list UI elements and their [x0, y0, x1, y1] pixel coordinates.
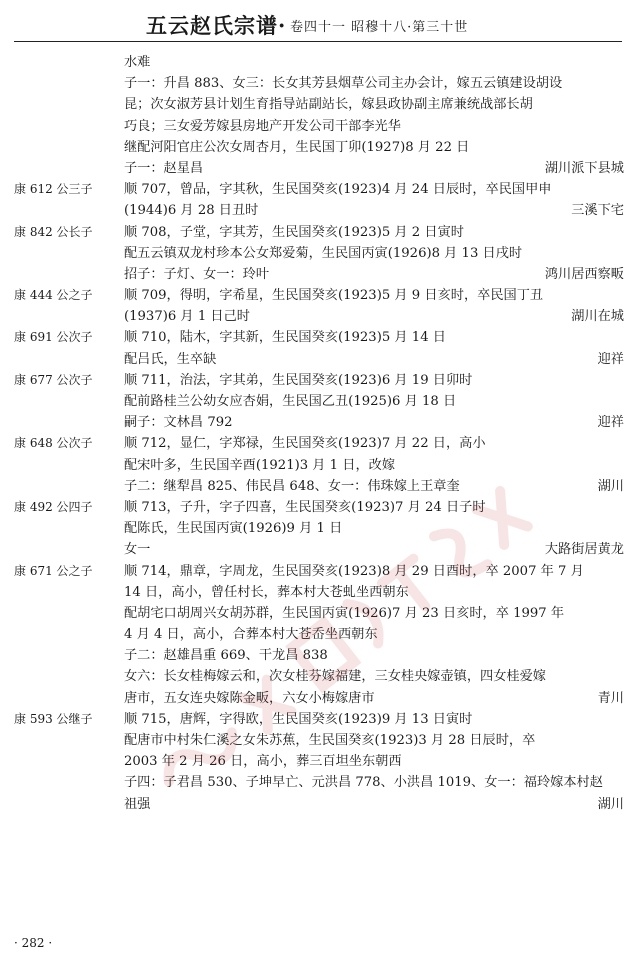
entry-text: 顺 709，得明，字希星，生民国癸亥(1923)5 月 9 日亥时，卒民国丁丑 — [124, 288, 544, 304]
text-line — [14, 433, 624, 454]
entry-text: 配吕氏，生卒缺 — [124, 351, 217, 367]
text-line — [14, 455, 624, 476]
text-line — [14, 730, 624, 751]
entry-text: 14 日，高小，曾任村长，葬本村大苍虬坐西朝东 — [124, 584, 409, 600]
text-line — [14, 518, 624, 539]
text-line — [14, 412, 624, 433]
entry-text: 配胡宅口胡周兴女胡苏群，生民国丙寅(1926)7 月 23 日亥时，卒 1997 年 — [124, 605, 565, 621]
book-title: 五云赵氏宗谱· — [146, 13, 287, 38]
lineage-note: 康 691 公次子 — [14, 330, 93, 345]
entry-text: 昆；次女淑芳县计划生育指导站副站长，嫁县政协副主席兼统战部长胡 — [124, 97, 533, 113]
text-line — [14, 179, 624, 200]
entry-text: 顺 714，鼎章，字周龙，生民国癸亥(1923)8 月 29 日酉时，卒 2007 年 7 月 — [124, 563, 584, 579]
lineage-note: 康 444 公之子 — [14, 288, 93, 303]
entry-text: 顺 711，治法，字其弟，生民国癸亥(1923)6 月 19 日卯时 — [124, 372, 473, 388]
entry-text: 4 月 4 日，高小，合葬本村大苍岙坐西朝东 — [124, 627, 378, 643]
lineage-note: 康 593 公继子 — [14, 711, 93, 726]
text-line — [14, 222, 624, 243]
residence-note: 大路街居黄龙 — [544, 542, 624, 558]
text-line — [14, 476, 624, 497]
residence-note: 湖川 — [597, 796, 624, 812]
entry-text: 子二：继犁昌 825、伟民昌 648、女一：伟珠嫁上王章奎 — [124, 478, 460, 494]
entry-text: 顺 712，显仁，字郑禄，生民国癸亥(1923)7 月 22 日，高小 — [124, 436, 486, 452]
text-line — [14, 137, 624, 158]
text-line — [14, 582, 624, 603]
entry-text: 子二：赵雄昌重 669、干龙昌 838 — [124, 648, 328, 664]
header-rule — [14, 41, 622, 42]
text-line — [14, 666, 624, 687]
entry-text: 配陈氏，生民国丙寅(1926)9 月 1 日 — [124, 521, 343, 537]
residence-note: 迎祥 — [597, 351, 624, 367]
text-line — [14, 200, 624, 221]
text-line — [14, 645, 624, 666]
text-line — [14, 52, 624, 73]
text-line — [14, 264, 624, 285]
text-line — [14, 116, 624, 137]
entry-text: 女一 — [124, 542, 151, 558]
entry-text: 顺 708，子堂，字其芳，生民国癸亥(1923)5 月 2 日寅时 — [124, 224, 464, 240]
entry-text: (1944)6 月 28 日丑时 — [124, 203, 259, 219]
text-line — [14, 539, 624, 560]
lineage-note: 康 677 公次子 — [14, 372, 93, 387]
residence-note: 湖川 — [597, 478, 624, 494]
text-line — [14, 158, 624, 179]
residence-note: 三溪下宅 — [571, 203, 624, 219]
entry-text: 唐市，五女连央嫁陈金畈，六女小梅嫁唐市 — [124, 690, 375, 706]
text-line — [14, 73, 624, 94]
entry-text: 祖强 — [124, 796, 151, 812]
entry-text: 巧良；三女爱芳嫁县房地产开发公司干部李光华 — [124, 118, 401, 134]
residence-note: 青川 — [597, 690, 624, 706]
entry-text: 嗣子：文林昌 792 — [124, 415, 233, 431]
text-line — [14, 391, 624, 412]
text-line — [14, 243, 624, 264]
lineage-note: 康 648 公次子 — [14, 436, 93, 451]
genealogy-body — [14, 52, 624, 815]
lineage-note: 康 842 公长子 — [14, 224, 93, 239]
entry-text: 配五云镇双龙村珍本公女郑爱菊，生民国丙寅(1926)8 月 13 日戌时 — [124, 245, 523, 261]
text-line — [14, 751, 624, 772]
entry-text: 顺 710，陆木，字其新，生民国癸亥(1923)5 月 14 日 — [124, 330, 446, 346]
page-header — [0, 8, 635, 38]
entry-text: 配宋叶多，生民国辛酉(1921)3 月 1 日，改嫁 — [124, 457, 396, 473]
entry-text: 顺 707，曾品，字其秋，生民国癸亥(1923)4 月 24 日辰时，卒民国甲申 — [124, 182, 552, 198]
text-line — [14, 497, 624, 518]
text-line — [14, 794, 624, 815]
entry-text: 水难 — [124, 55, 151, 70]
entry-text: 子一：赵星昌 — [124, 160, 204, 176]
residence-note: 迎祥 — [597, 415, 624, 431]
entry-text: 顺 715，唐辉，字得欧，生民国癸亥(1923)9 月 13 日寅时 — [124, 711, 473, 727]
entry-text: 女六：长女桂梅嫁云和，次女桂芬嫁福建，三女桂央嫁壶镇，四女桂爱嫁 — [124, 669, 546, 685]
text-line — [14, 349, 624, 370]
residence-note: 湖川在城 — [571, 309, 624, 325]
text-line — [14, 688, 624, 709]
entry-text: 顺 713，子升，字子四喜，生民国癸亥(1923)7 月 24 日子时 — [124, 499, 486, 515]
entry-text: 配前路桂兰公幼女应杏娟，生民国乙丑(1925)6 月 18 日 — [124, 394, 457, 409]
chapter-subtitle: 卷四十一 昭穆十八·第三十世 — [290, 20, 469, 35]
text-line — [14, 285, 624, 306]
text-line — [14, 603, 624, 624]
text-line — [14, 94, 624, 115]
text-line — [14, 561, 624, 582]
entry-text: 招子：子灯、女一：玲叶 — [124, 266, 270, 282]
text-line — [14, 370, 624, 391]
page-number: · 282 · — [14, 936, 53, 950]
residence-note: 鸿川居西察畈 — [544, 266, 624, 282]
lineage-note: 康 492 公四子 — [14, 499, 93, 514]
lineage-note: 康 671 公之子 — [14, 563, 93, 578]
lineage-note: 康 612 公三子 — [14, 182, 93, 197]
entry-text: 配唐市中村朱仁溪之女朱苏蕉，生民国癸亥(1923)3 月 28 日辰时，卒 — [124, 733, 536, 748]
entry-text: 子一：升昌 883、女三：长女其芳县烟草公司主办会计，嫁五云镇建设胡设 — [124, 76, 563, 92]
text-line — [14, 709, 624, 730]
text-line — [14, 772, 624, 793]
residence-note: 湖川派下县城 — [544, 160, 624, 176]
entry-text: 子四：子君昌 530、子坤早亡、元洪昌 778、小洪昌 1019、女一：福玲嫁本村赵 — [124, 775, 603, 791]
entry-text: (1937)6 月 1 日己时 — [124, 309, 250, 325]
entry-text: 继配河阳官庄公次女周杏月，生民国丁卯(1927)8 月 22 日 — [124, 139, 470, 155]
text-line — [14, 306, 624, 327]
text-line — [14, 624, 624, 645]
entry-text: 2003 年 2 月 26 日，高小，葬三百坦坐东朝西 — [124, 754, 402, 770]
text-line — [14, 327, 624, 348]
